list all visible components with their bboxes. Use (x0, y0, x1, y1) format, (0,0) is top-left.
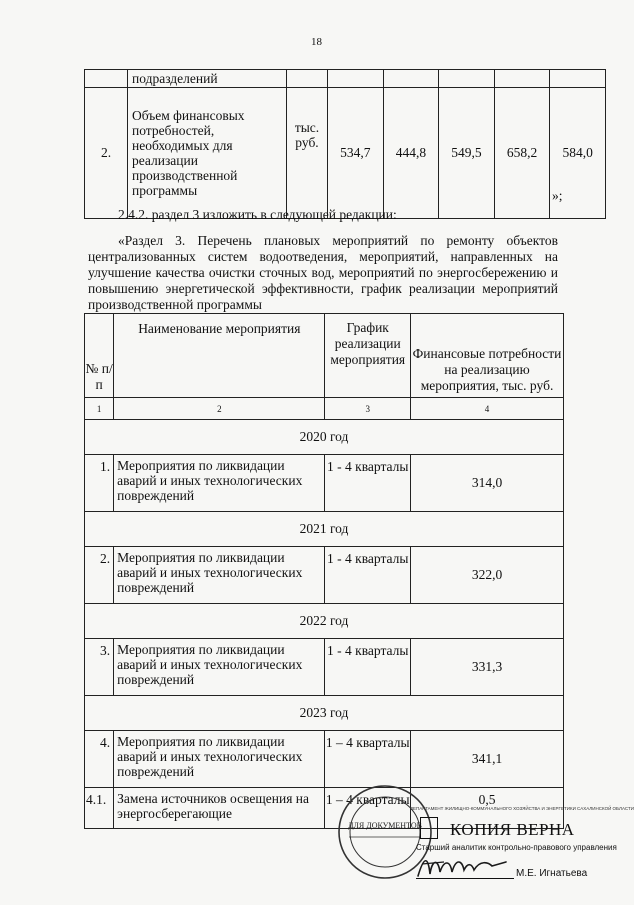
page-number: 18 (311, 36, 322, 48)
item-amount: 331,3 (411, 639, 564, 696)
column-index: 2 (114, 398, 325, 420)
item-number: 1. (85, 455, 114, 512)
column-index: 4 (411, 398, 564, 420)
item-schedule: 1 – 4 кварталы (325, 788, 411, 829)
year-label: 2020 год (85, 420, 564, 455)
item-number: 4. (85, 731, 114, 788)
item-name: Мероприятия по ликвидации аварий и иных технологических повреждений (114, 731, 325, 788)
header-schedule: График реализации мероприятия (325, 314, 411, 398)
year-row (85, 420, 564, 455)
item-name: Мероприятия по ликвидации аварий и иных технологических повреждений (114, 639, 325, 696)
emblem-icon (420, 817, 438, 839)
subsection-heading: 2.4.2. раздел 3 изложить в следующей редакции: (118, 207, 397, 222)
measures-table (84, 313, 564, 829)
continuation-cell: подразделений (128, 70, 287, 88)
value-cell: 584,0 (550, 88, 606, 219)
table-row (85, 455, 564, 512)
item-schedule: 1 – 4 кварталы (325, 731, 411, 788)
column-index: 1 (85, 398, 114, 420)
header-name: Наименование мероприятия (114, 314, 325, 398)
item-number: 3. (85, 639, 114, 696)
item-schedule: 1 - 4 кварталы (325, 455, 411, 512)
year-label: 2022 год (85, 604, 564, 639)
item-name: Замена источников освещения на энергосберегающие (114, 788, 325, 829)
row-unit: тыс. руб. (287, 88, 328, 219)
item-name: Мероприятия по ликвидации аварий и иных технологических повреждений (114, 455, 325, 512)
item-schedule: 1 - 4 кварталы (325, 547, 411, 604)
stamp-title: КОПИЯ ВЕРНА (450, 820, 575, 839)
table-row (85, 639, 564, 696)
stamp-person: М.Е. Игнатьева (516, 868, 588, 879)
section-intro-paragraph: «Раздел 3. Перечень плановых мероприятий по ремонту объектов централизованных систем водоотведения, мероприятий, направленных на улучшение качества очистки сточных вод, мероприятий по энергосбережению и повышению энергетической эффективности, график реализации мероприятий производственной программы (88, 233, 558, 312)
column-index: 3 (325, 398, 411, 420)
item-amount: 0,5 (411, 788, 564, 829)
stamp-role: Старший аналитик контрольно-правового управления (416, 843, 617, 852)
year-row (85, 696, 564, 731)
header-finance: Финансовые потребности на реализацию мероприятия, тыс. руб. (411, 314, 564, 398)
row-name: Объем финансовых потребностей, необходимых для реализации производственной программы (128, 88, 287, 219)
item-schedule: 1 - 4 кварталы (325, 639, 411, 696)
item-number: 2. (85, 547, 114, 604)
item-amount: 341,1 (411, 731, 564, 788)
table-row (85, 88, 606, 219)
item-amount: 314,0 (411, 455, 564, 512)
value-cell: 534,7 (328, 88, 384, 219)
item-name: Мероприятия по ликвидации аварий и иных технологических повреждений (114, 547, 325, 604)
item-number: 4.1. (85, 788, 114, 829)
value-cell: 444,8 (383, 88, 439, 219)
handwritten-signature (414, 852, 510, 882)
year-label: 2023 год (85, 696, 564, 731)
value-cell: 658,2 (494, 88, 550, 219)
header-num: № п/п (85, 314, 114, 398)
year-label: 2021 год (85, 512, 564, 547)
continued-table (84, 69, 606, 219)
row-number: 2. (85, 88, 128, 219)
year-row (85, 512, 564, 547)
table-row (85, 547, 564, 604)
table-header-row (85, 314, 564, 398)
stamp-org-line: ДЕПАРТАМЕНТ ЖИЛИЩНО-КОММУНАЛЬНОГО ХОЗЯЙСТВА И ЭНЕРГЕТИКИ САХАЛИНСКОЙ ОБЛАСТИ (410, 806, 634, 811)
year-row (85, 604, 564, 639)
value-cell: 549,5 (439, 88, 495, 219)
table-row (85, 731, 564, 788)
column-index-row (85, 398, 564, 420)
item-amount: 322,0 (411, 547, 564, 604)
round-seal-text: ДЛЯ ДОКУМЕНТОВ (348, 821, 422, 830)
closing-quote: »; (552, 188, 563, 203)
